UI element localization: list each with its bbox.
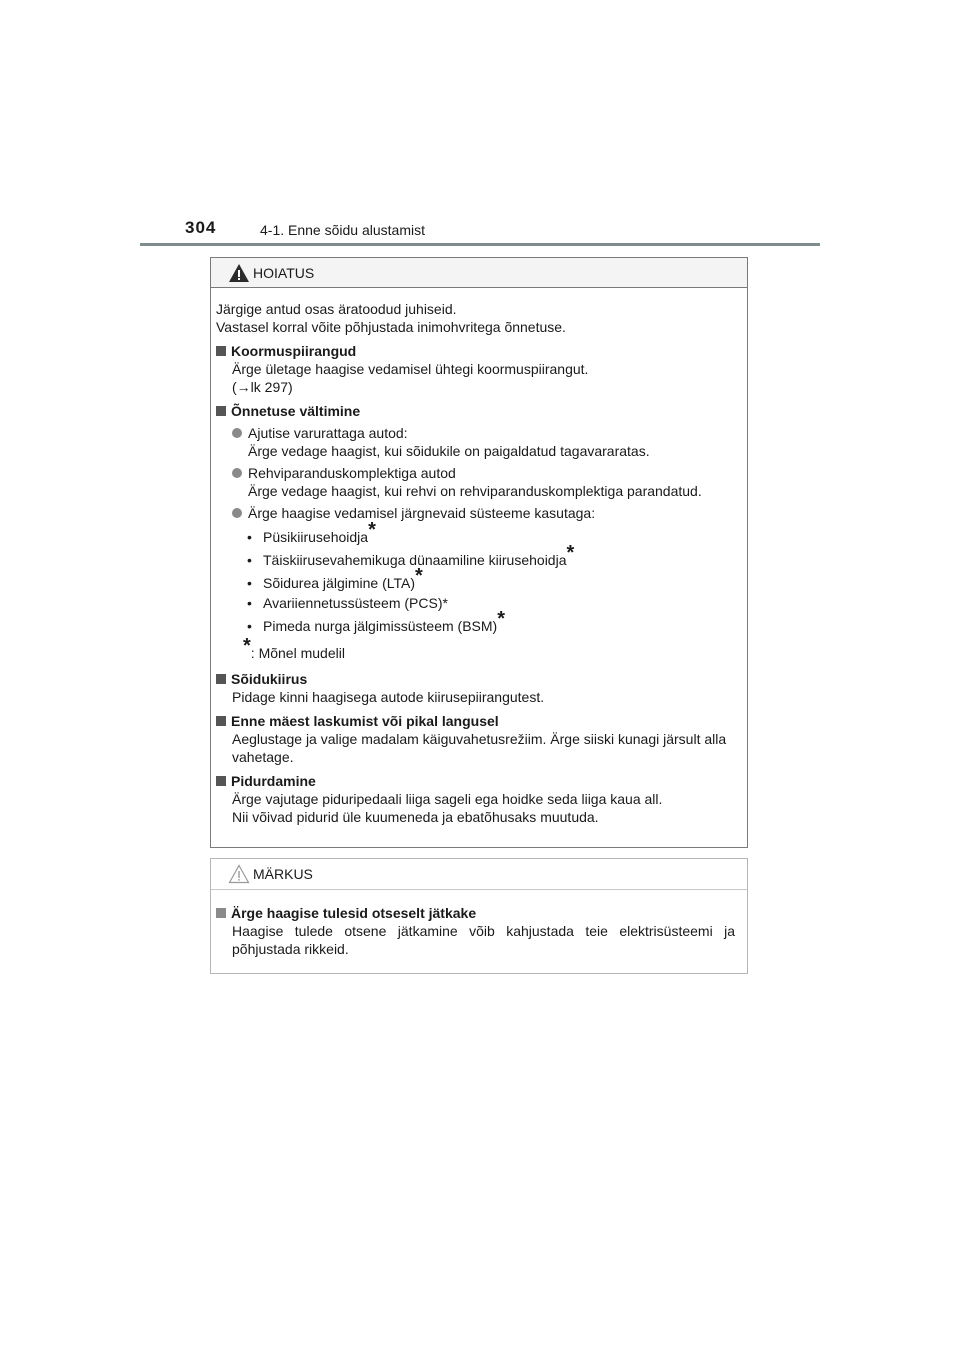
descent-text: Aeglustage ja valige madalam käiguvahetusrežiim. Ärge siiski kunagi järsult alla vahetage. (232, 731, 727, 765)
load-limits-title: Koormuspiirangud (231, 343, 357, 359)
descent-item (216, 712, 743, 766)
warning-intro-2: Vastasel korral võite põhjustada inimohvritega õnnetuse. (216, 319, 566, 335)
repair-kit-title: Rehviparanduskomplektiga autod (248, 465, 456, 481)
page-number: 304 (185, 218, 217, 237)
system-item: • Sõidurea jälgimine (LTA)* (247, 565, 423, 591)
systems-bullet (216, 504, 743, 522)
speed-text: Pidage kinni haagisega autode kiirusepiirangutest. (232, 689, 545, 705)
system-item: • Pimeda nurga jälgimissüsteem (BSM)* (247, 608, 505, 634)
notice-label: MÄRKUS (253, 866, 313, 882)
system-item: • Avariiennetussüsteem (PCS)* (247, 595, 448, 611)
notice-title: Ärge haagise tulesid otseselt jätkake (231, 905, 477, 921)
braking-title: Pidurdamine (231, 773, 316, 789)
warning-intro-1: Järgige antud osas äratoodud juhiseid. (216, 301, 457, 317)
warning-triangle-icon (228, 263, 250, 283)
notice-box (210, 858, 748, 974)
load-limits-ref: (→lk 297) (232, 379, 293, 395)
notice-header (211, 859, 747, 890)
repair-kit-bullet (216, 464, 743, 500)
accident-avoid-item (216, 402, 743, 662)
footnote: *: Mõnel mudelil (243, 635, 345, 661)
braking-text-1: Ärge vajutage piduripedaali liiga sageli ega hoidke seda liiga kaua all. (232, 791, 663, 807)
braking-item (216, 772, 743, 826)
square-bullet-icon (216, 908, 226, 918)
square-bullet-icon (216, 716, 226, 726)
caution-outline-icon (228, 864, 250, 884)
round-bullet-icon (232, 508, 242, 518)
warning-label: HOIATUS (253, 265, 315, 281)
load-limits-text: Ärge ületage haagise vedamisel ühtegi koormuspiirangut. (232, 361, 589, 377)
spare-wheel-title: Ajutise varurattaga autod: (248, 425, 408, 441)
warning-header (211, 258, 747, 288)
repair-kit-text: Ärge vedage haagist, kui rehvi on rehviparanduskomplektiga parandatud. (248, 483, 702, 499)
system-item: • Täiskiirusevahemikuga dünaamiline kiirusehoidja* (247, 542, 575, 568)
square-bullet-icon (216, 674, 226, 684)
round-bullet-icon (232, 428, 242, 438)
square-bullet-icon (216, 346, 226, 356)
warning-box (210, 257, 748, 848)
notice-text: Haagise tulede otsene jätkamine võib kahjustada teie elektrisüsteemi ja põhjustada rikkeid. (232, 923, 735, 957)
section-title: 4-1. Enne sõidu alustamist (260, 222, 425, 238)
system-item: • Püsikiirusehoidja* (247, 519, 376, 545)
load-limits-item (216, 342, 743, 396)
warning-body (211, 288, 747, 826)
spare-wheel-bullet (216, 424, 743, 460)
notice-body (211, 890, 747, 958)
square-bullet-icon (216, 406, 226, 416)
round-bullet-icon (232, 468, 242, 478)
spare-wheel-text: Ärge vedage haagist, kui sõidukile on paigaldatud tagavararatas. (248, 443, 650, 459)
square-bullet-icon (216, 776, 226, 786)
systems-title: Ärge haagise vedamisel järgnevaid süsteeme kasutaga: (248, 505, 596, 521)
speed-item (216, 670, 743, 706)
braking-text-2: Nii võivad pidurid üle kuumeneda ja ebatõhusaks muutuda. (232, 809, 599, 825)
speed-title: Sõidukiirus (231, 671, 308, 687)
descent-title: Enne mäest laskumist või pikal langusel (231, 713, 499, 729)
header-rule (140, 243, 820, 246)
accident-avoid-title: Õnnetuse vältimine (231, 403, 361, 419)
